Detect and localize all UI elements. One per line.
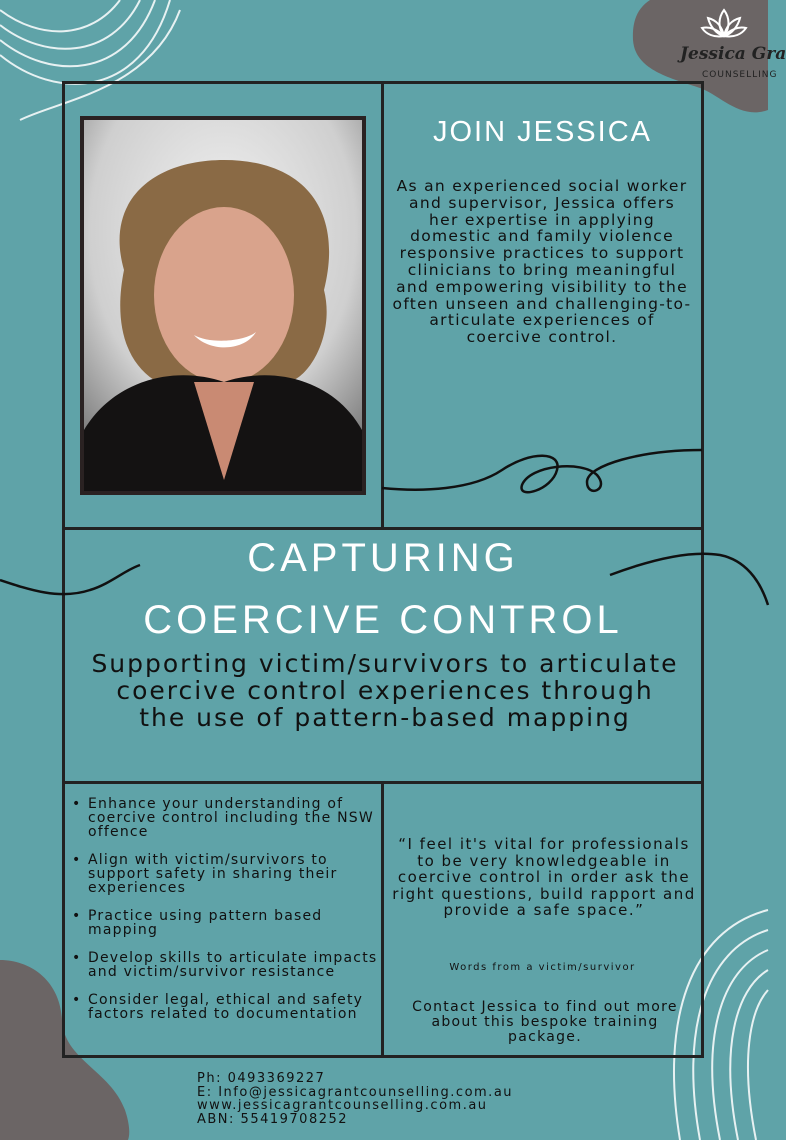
bullet-item: • Develop skills to articulate impacts and victim/survivor resistance [72, 951, 380, 979]
quote-attribution: Words from a victim/survivor [449, 962, 636, 973]
footer-abn: ABN: 55419708252 [197, 1111, 349, 1127]
footer-phone: Ph: 0493369227 [197, 1071, 326, 1086]
bullet-item: • Practice using pattern based mapping [72, 909, 380, 937]
divider-bottom-vertical [381, 781, 384, 1058]
footer-contact [197, 1072, 513, 1126]
bullet-item: • Enhance your understanding of coercive control including the NSW offence [72, 797, 380, 839]
subtitle: Supporting victim/survivors to articulate coercive control experiences through the use of pattern-based mapping [91, 649, 679, 732]
footer-website[interactable]: www.jessicagrantcounselling.com.au [197, 1098, 488, 1113]
logo-subtitle: COUNSELLING [702, 70, 778, 80]
contact-text: Contact Jessica to find out more about this bespoke training package. [412, 999, 678, 1045]
title-line-2: COERCIVE CONTROL [143, 598, 623, 642]
lotus-icon [702, 6, 746, 40]
join-body: As an experienced social worker and supervisor, Jessica offers her expertise in applying domestic and family violence responsive practices to support clinicians to bring meaningful and empowering visibility to the often unseen and challenging-to-articulate experiences of coercive control. [392, 177, 692, 347]
bullet-item: • Consider legal, ethical and safety factors related to documentation [72, 993, 380, 1021]
bullet-list [72, 797, 380, 1035]
footer-email[interactable]: E: Info@jessicagrantcounselling.com.au [197, 1084, 514, 1100]
quote-text: “I feel it's vital for professionals to be very knowledgeable in coercive control in order ask the right questions, build rapport and provide a safe space.” [392, 835, 696, 919]
bullet-item: • Align with victim/survivors to support safety in sharing their experiences [72, 853, 380, 895]
join-heading: JOIN JESSICA [433, 116, 652, 148]
squiggle-decoration [382, 440, 702, 510]
top-left-swirl-decoration [0, 0, 180, 120]
portrait-photo [80, 116, 366, 495]
logo [680, 4, 786, 84]
title-line-1: CAPTURING [247, 536, 519, 580]
logo-name: Jessica Gra [680, 44, 786, 64]
